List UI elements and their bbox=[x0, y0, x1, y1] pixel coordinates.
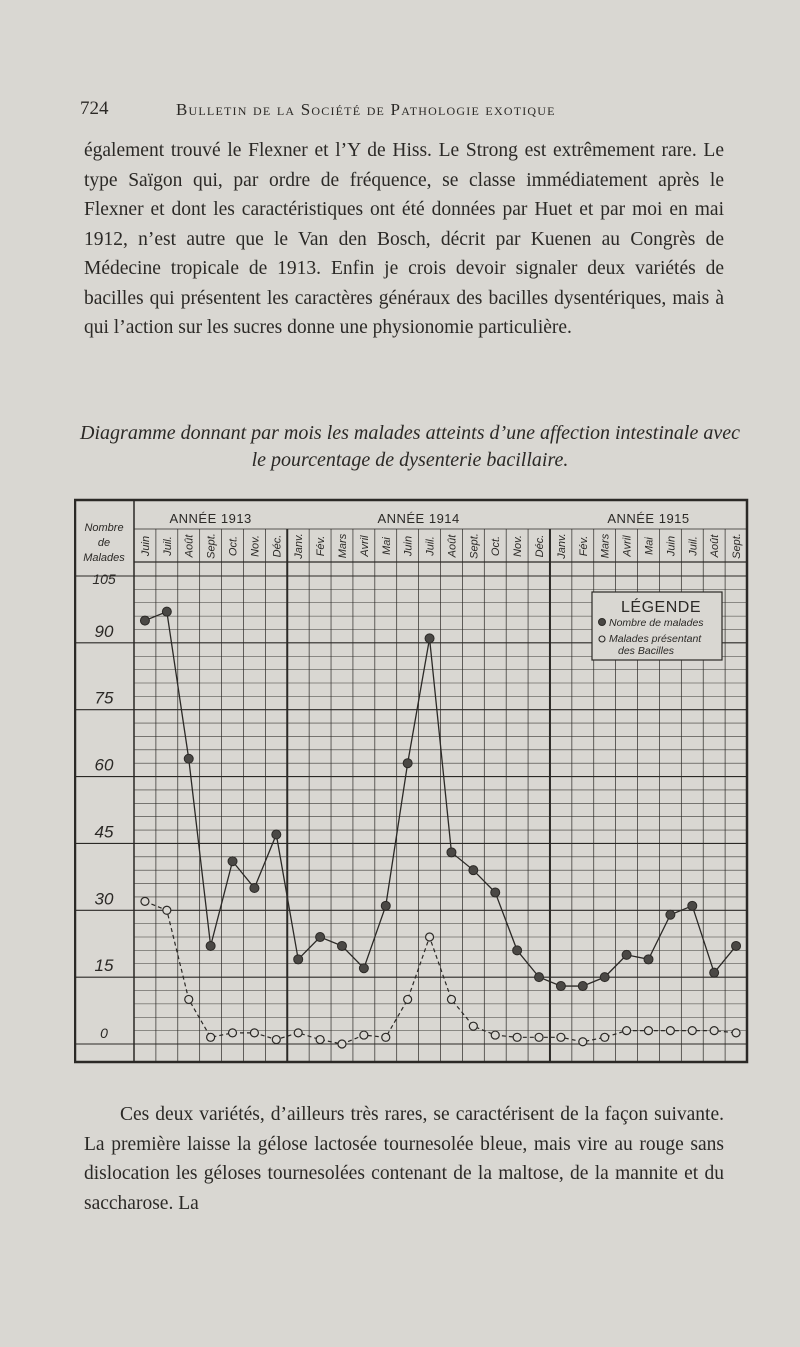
paragraph-2: Ces deux variétés, d’ailleurs très rares, se caractérisent de la façon suivante. La première laisse la gélose lactosée tournesolée bleue, mais vire au rouge sans dislocation les géloses tournesolées contenant de la maltose, de la mannite et du saccharose. La bbox=[84, 1104, 724, 1214]
y-tick-label: 90 bbox=[94, 621, 114, 641]
chart-frame bbox=[75, 500, 747, 1062]
data-point-bacilles bbox=[316, 1036, 324, 1044]
y-tick-label: 60 bbox=[94, 755, 114, 775]
month-label: Juil. bbox=[424, 536, 437, 556]
month-label: Juil. bbox=[687, 536, 700, 556]
data-point-bacilles bbox=[426, 933, 434, 941]
data-point-malades bbox=[600, 973, 609, 982]
data-point-bacilles bbox=[623, 1027, 631, 1035]
y-axis-title: Nombre bbox=[84, 522, 124, 534]
legend-title: LÉGENDE bbox=[621, 599, 701, 616]
month-label: Août bbox=[709, 534, 722, 558]
y-tick-label: 0 bbox=[100, 1025, 108, 1041]
y-axis-title: Malades bbox=[83, 552, 125, 564]
month-label: Oct. bbox=[490, 535, 503, 557]
data-point-bacilles bbox=[688, 1027, 696, 1035]
data-point-bacilles bbox=[644, 1027, 652, 1035]
y-axis-title: de bbox=[97, 537, 111, 549]
data-point-bacilles bbox=[250, 1029, 258, 1037]
month-label: Avril bbox=[358, 535, 371, 557]
data-point-malades bbox=[732, 941, 741, 950]
data-point-malades bbox=[556, 982, 565, 991]
month-label: Août bbox=[183, 534, 196, 558]
month-label: Mars bbox=[336, 533, 349, 559]
month-label: Juin bbox=[665, 535, 678, 557]
year-label: ANNÉE 1913 bbox=[169, 511, 252, 526]
data-point-bacilles bbox=[382, 1033, 390, 1041]
month-label: Juin bbox=[139, 535, 152, 557]
data-point-malades bbox=[184, 754, 193, 763]
running-head: Bulletin de la Société de Pathologie exotique bbox=[176, 100, 556, 119]
data-point-malades bbox=[710, 968, 719, 977]
legend-marker-filled bbox=[599, 619, 606, 626]
data-point-bacilles bbox=[294, 1029, 302, 1037]
data-point-malades bbox=[469, 866, 478, 875]
data-point-malades bbox=[535, 973, 544, 982]
data-point-bacilles bbox=[732, 1029, 740, 1037]
data-point-malades bbox=[250, 884, 259, 893]
legend-item: Malades présentant des Bacilles bbox=[609, 633, 702, 657]
month-label: Déc. bbox=[534, 534, 547, 558]
month-label: Fév. bbox=[577, 535, 590, 557]
month-label: Nov. bbox=[512, 535, 525, 557]
data-point-malades bbox=[140, 616, 149, 625]
data-point-bacilles bbox=[557, 1033, 565, 1041]
month-label: Fév. bbox=[315, 535, 328, 557]
y-tick-label: 45 bbox=[94, 822, 114, 842]
month-label: Avril bbox=[621, 535, 634, 557]
data-point-malades bbox=[403, 759, 412, 768]
month-label: Mars bbox=[599, 533, 612, 559]
month-label: Janv. bbox=[555, 533, 568, 559]
page-header bbox=[80, 98, 720, 128]
month-label: Nov. bbox=[249, 535, 262, 557]
data-point-bacilles bbox=[666, 1027, 674, 1035]
data-point-bacilles bbox=[513, 1033, 521, 1041]
data-point-bacilles bbox=[163, 906, 171, 914]
legend-marker-open bbox=[599, 636, 605, 642]
month-label: Sept. bbox=[731, 533, 744, 559]
data-point-malades bbox=[688, 901, 697, 910]
year-label: ANNÉE 1914 bbox=[377, 511, 460, 526]
data-point-malades bbox=[228, 857, 237, 866]
data-point-malades bbox=[294, 955, 303, 964]
data-point-bacilles bbox=[272, 1036, 280, 1044]
month-label: Oct. bbox=[227, 535, 240, 557]
month-label: Juin bbox=[402, 535, 415, 557]
month-label: Sept. bbox=[205, 533, 218, 559]
data-point-malades bbox=[666, 910, 675, 919]
y-tick-label: 105 bbox=[92, 571, 116, 587]
month-label: Déc. bbox=[271, 534, 284, 558]
data-point-bacilles bbox=[535, 1033, 543, 1041]
data-point-malades bbox=[622, 950, 631, 959]
data-point-bacilles bbox=[469, 1022, 477, 1030]
page-number: 724 bbox=[80, 98, 109, 119]
month-label: Janv. bbox=[293, 533, 306, 559]
y-tick-label: 15 bbox=[94, 956, 114, 976]
data-point-malades bbox=[381, 901, 390, 910]
data-point-malades bbox=[316, 933, 325, 942]
data-point-bacilles bbox=[491, 1031, 499, 1039]
month-label: Sept. bbox=[468, 533, 481, 559]
data-point-malades bbox=[447, 848, 456, 857]
data-point-bacilles bbox=[207, 1033, 215, 1041]
y-tick-label: 30 bbox=[94, 889, 114, 909]
year-label: ANNÉE 1915 bbox=[607, 511, 690, 526]
data-point-bacilles bbox=[447, 995, 455, 1003]
data-point-bacilles bbox=[338, 1040, 346, 1048]
paragraph-1: également trouvé le Flexner et l’Y de Hiss. Le Strong est extrêmement rare. Le type Saïgon qui, par ordre de fréquence, se classe immédiatement après le Flexner et dont les caractéristiques ont été données par Huet et par moi en mai 1912, n’est autre que le Van den Bosch, décrit par Kuenen au Congrès de Médecine tropicale de 1913. Enfin je crois devoir signaler deux variétés de bacilles qui présentent les caractères généraux des bacilles dysentériques, mais à qui l’action sur les sucres donne une physionomie particulière. bbox=[84, 140, 724, 338]
legend-item: Nombre de malades bbox=[609, 617, 704, 629]
chart bbox=[74, 496, 750, 1068]
data-point-bacilles bbox=[710, 1027, 718, 1035]
data-point-bacilles bbox=[579, 1038, 587, 1046]
data-point-bacilles bbox=[185, 995, 193, 1003]
month-label: Août bbox=[446, 534, 459, 558]
data-point-bacilles bbox=[229, 1029, 237, 1037]
data-point-malades bbox=[513, 946, 522, 955]
data-point-malades bbox=[425, 634, 434, 643]
month-label: Juil. bbox=[161, 536, 174, 556]
chart-svg bbox=[74, 496, 750, 1068]
y-tick-label: 75 bbox=[94, 688, 114, 708]
data-point-malades bbox=[578, 982, 587, 991]
month-label: Mai bbox=[380, 537, 393, 555]
data-point-malades bbox=[359, 964, 368, 973]
data-point-bacilles bbox=[601, 1033, 609, 1041]
figure-caption: Diagramme donnant par mois les malades atteints d’une affection intestinale avec le pourcentage de dysenterie bacillaire. bbox=[80, 422, 740, 471]
data-point-malades bbox=[206, 941, 215, 950]
data-point-malades bbox=[644, 955, 653, 964]
data-point-malades bbox=[272, 830, 281, 839]
data-point-malades bbox=[491, 888, 500, 897]
data-point-bacilles bbox=[404, 995, 412, 1003]
data-point-malades bbox=[337, 941, 346, 950]
data-point-bacilles bbox=[360, 1031, 368, 1039]
month-label: Mai bbox=[643, 537, 656, 555]
data-point-bacilles bbox=[141, 897, 149, 905]
data-point-malades bbox=[162, 607, 171, 616]
